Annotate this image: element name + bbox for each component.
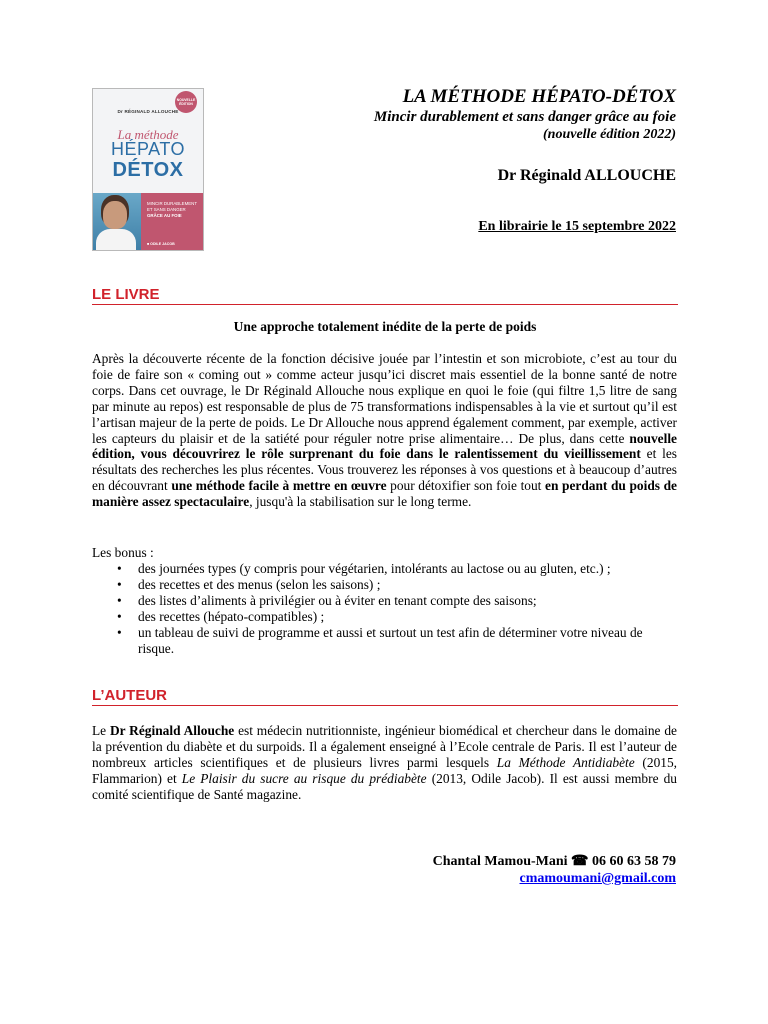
cover-author: Dr RÉGINALD ALLOUCHE — [117, 109, 179, 114]
contact-line — [433, 853, 676, 870]
bio-text-e: (2015, Flammarion) et — [92, 754, 677, 786]
book-author: Dr Réginald ALLOUCHE — [497, 167, 676, 184]
bio-italic-f: Le Plaisir du sucre au risque du prédiabète — [181, 770, 427, 786]
bonus-text: des recettes et des menus (selon les saisons) ; — [138, 576, 381, 592]
bonus-label: Les bonus : — [92, 545, 154, 560]
bullet-icon: • — [117, 608, 122, 624]
cover-photo-shirt — [96, 229, 136, 251]
list-item — [92, 561, 678, 577]
author-bio — [92, 723, 677, 803]
list-item — [92, 625, 678, 657]
bio-text-a: Le — [92, 723, 110, 738]
bonus-text: des journées types (y compris pour végétarien, intolérants au lactose ou au gluten, etc.) ; — [138, 561, 611, 576]
phone-icon: ☎ — [571, 854, 589, 869]
cover-title-line2: HÉPATO — [110, 139, 185, 159]
bullet-icon: • — [117, 561, 122, 576]
bullet-icon: • — [117, 576, 122, 592]
cover-band-line2: ET SANS DANGER — [147, 207, 186, 212]
desc-text-g: , jusqu'à la stabilisation sur le long terme. — [249, 494, 472, 510]
bio-bold-b: Dr Réginald Allouche — [109, 723, 235, 738]
release-date: En librairie le 15 septembre 2022 — [478, 219, 676, 234]
list-item — [92, 577, 678, 593]
book-title: LA MÉTHODE HÉPATO-DÉTOX — [402, 86, 676, 107]
desc-text-c: et les résultats des recherches les plus récentes. Vous trouverez les réponses à vos questions et à beaucoup d’autres en découvrant — [92, 446, 677, 494]
bio-text-c: est médecin nutritionniste, ingénieur biomédical et chercheur dans le domaine de la prévention du diabète et du surpoids. Il a également enseigné à l’Ecole centrale de Paris. Il est l’auteur de nombreux articles scientifiques et de plusieurs livres parmi lesquels — [92, 723, 677, 770]
book-subtitle: Mincir durablement et sans danger grâce au foie — [373, 109, 676, 125]
cover-badge: NOUVELLE ÉDITION — [175, 91, 197, 113]
section-heading-auteur: L’AUTEUR — [92, 687, 678, 706]
bonus-text: des recettes (hépato-compatibles) ; — [138, 608, 325, 624]
desc-bold-f: en perdant du poids de manière assez spectaculaire — [92, 478, 677, 510]
desc-bold-b: nouvelle édition, vous découvrirez le rôle surprenant du foie dans le ralentissement du vieillissement — [92, 430, 677, 462]
book-edition: (nouvelle édition 2022) — [543, 127, 676, 142]
desc-text-a: Après la découverte récente de la fonction décisive jouée par l’intestin et son microbiote, c’est au tour du foie de faire son « coming out » comme acteur jusqu’ici discret mais essentiel de la bonne santé de notre corps. Dans cet ouvrage, le Dr Réginald Allouche nous explique en quoi le foie (qui filtre 1,5 litre de sang par minute au repos) est responsable de plus de 75 transformations indispensables à la vie et surtout qu’il est l’artisan majeur de la perte de poids. Le Dr Allouche nous apprend également comment, par exemple, activer les capteurs du plaisir et de la satiété pour réguler notre prise alimentaire… De plus, dans cette — [92, 351, 677, 446]
cover-band — [141, 193, 203, 251]
bio-italic-d: La Méthode Antidiabète — [496, 754, 635, 770]
desc-text-e: pour détoxifier son foie tout — [386, 478, 545, 494]
cover-title-line3: DÉTOX — [112, 159, 184, 181]
list-item — [92, 593, 678, 609]
desc-bold-d: une méthode facile à mettre en œuvre — [171, 478, 387, 494]
contact-phone: 06 60 63 58 79 — [592, 854, 676, 869]
cover-title-line1: La méthode — [117, 127, 179, 142]
cover-author-photo — [93, 193, 141, 251]
cover-band-line3: GRÂCE AU FOIE — [147, 213, 182, 218]
bio-text-g: (2013, Odile Jacob). Il est aussi membre du comité scientifique de Santé magazine. — [92, 770, 678, 802]
book-cover — [92, 88, 204, 251]
cover-publisher: ■ ODILE JACOB — [147, 242, 175, 246]
section-heading-livre: LE LIVRE — [92, 286, 678, 305]
bullet-icon: • — [117, 592, 122, 608]
cover-photo-head — [103, 201, 127, 229]
list-item — [92, 609, 678, 625]
book-tagline: Une approche totalement inédite de la perte de poids — [233, 319, 537, 334]
bullet-icon: • — [117, 624, 122, 640]
contact-name: Chantal Mamou-Mani — [432, 854, 568, 869]
bonus-list — [92, 561, 678, 656]
bonus-text: des listes d’aliments à privilégier ou à éviter en tenant compte des saisons; — [138, 592, 537, 608]
bonus-text: un tableau de suivi de programme et aussi et surtout un test afin de déterminer votre niveau de risque. — [138, 624, 643, 656]
book-description — [92, 351, 677, 510]
contact-email-link[interactable]: cmamoumani@gmail.com — [519, 871, 676, 886]
cover-band-line1: MINCIR DURABLEMENT — [147, 201, 198, 206]
